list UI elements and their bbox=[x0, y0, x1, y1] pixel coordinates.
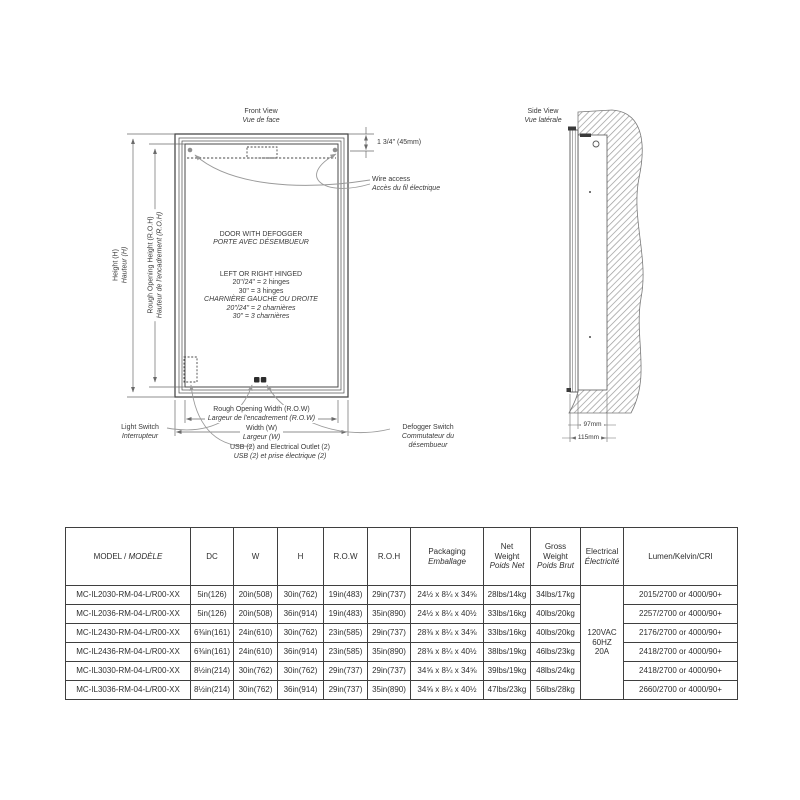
cell-lumen: 2015/2700 or 4000/90+ bbox=[624, 586, 738, 605]
defogger-switch-label: Defogger Switch Commutateur du désembueur bbox=[401, 424, 455, 449]
cell-model: MC-IL2436-RM-04-L/R00-XX bbox=[66, 643, 191, 662]
cell-net: 33lbs/16kg bbox=[484, 624, 531, 643]
side-top-cap bbox=[568, 127, 576, 131]
cell-dc: 8½in(214) bbox=[191, 681, 234, 700]
cell-w: 24in(610) bbox=[234, 643, 278, 662]
cell-dc: 5in(126) bbox=[191, 586, 234, 605]
cell-roh: 29in(737) bbox=[368, 662, 411, 681]
cell-pkg: 28⅜ x 8¼ x 34⅝ bbox=[411, 624, 484, 643]
cell-w: 30in(762) bbox=[234, 681, 278, 700]
front-view-title-fr: Vue de face bbox=[242, 117, 280, 124]
cell-pkg: 34⅝ x 8¼ x 40½ bbox=[411, 681, 484, 700]
table-row bbox=[66, 624, 738, 643]
cell-dc: 5in(126) bbox=[191, 605, 234, 624]
cell-w: 30in(762) bbox=[234, 662, 278, 681]
cell-model: MC-IL2030-RM-04-L/R00-XX bbox=[66, 586, 191, 605]
wire-access-label: Wire access Accès du fil électrique bbox=[372, 176, 441, 192]
side-bottom-foot bbox=[567, 388, 572, 392]
table-row bbox=[66, 605, 738, 624]
cell-model: MC-IL2430-RM-04-L/R00-XX bbox=[66, 624, 191, 643]
door-line-2: PORTE AVEC DÉSEMBUEUR bbox=[213, 239, 309, 247]
cell-pkg: 34⅝ x 8¼ x 34⅝ bbox=[411, 662, 484, 681]
cell-row: 29in(737) bbox=[324, 681, 368, 700]
usb-outlet-label: USB (2) and Electrical Outlet (2) USB (2) et prise électrique (2) bbox=[230, 444, 330, 460]
depth-dim-label: 97mm bbox=[583, 421, 602, 428]
cell-h: 30in(762) bbox=[278, 662, 324, 681]
header-gross-weight: Gross Weight Poids Brut bbox=[531, 528, 581, 586]
cell-model: MC-IL3030-RM-04-L/R00-XX bbox=[66, 662, 191, 681]
front-view-drawing bbox=[175, 134, 348, 397]
cell-w: 24in(610) bbox=[234, 624, 278, 643]
cell-net: 39lbs/19kg bbox=[484, 662, 531, 681]
side-view-title-en: Side View bbox=[527, 108, 559, 115]
header-row: R.O.W bbox=[324, 528, 368, 586]
cell-gross: 40lbs/20kg bbox=[531, 624, 581, 643]
defogger-switch-button bbox=[261, 377, 267, 383]
cell-gross: 46lbs/23kg bbox=[531, 643, 581, 662]
side-recess-top-bar bbox=[580, 134, 591, 138]
side-view-title bbox=[495, 107, 591, 125]
cell-h: 36in(914) bbox=[278, 605, 324, 624]
cell-pkg: 24½ x 8¼ x 34⅝ bbox=[411, 586, 484, 605]
header-h: H bbox=[278, 528, 324, 586]
cell-h: 36in(914) bbox=[278, 643, 324, 662]
door-line-3: LEFT OR RIGHT HINGED bbox=[219, 271, 303, 278]
cell-net: 38lbs/19kg bbox=[484, 643, 531, 662]
cell-roh: 35in(890) bbox=[368, 681, 411, 700]
cell-lumen: 2660/2700 or 4000/90+ bbox=[624, 681, 738, 700]
door-line-5: 30" = 3 hinges bbox=[238, 287, 284, 295]
door-line-4: 20"/24" = 2 hinges bbox=[232, 279, 290, 287]
front-frame-mid1 bbox=[179, 138, 344, 393]
side-view-title-fr: Vue latérale bbox=[524, 117, 562, 124]
cell-electrical: 120VAC 60HZ 20A bbox=[581, 586, 624, 700]
header-dc: DC bbox=[191, 528, 234, 586]
usb-outlet-dashed-box bbox=[184, 357, 197, 382]
wire-access-dot-right bbox=[333, 148, 338, 153]
front-view-title bbox=[196, 107, 326, 125]
cell-w: 20in(508) bbox=[234, 605, 278, 624]
table-row bbox=[66, 586, 738, 605]
width-dim-label: Width (W) Largeur (W) bbox=[175, 424, 348, 442]
light-switch-button bbox=[254, 377, 260, 383]
cell-pkg: 24½ x 8¼ x 40½ bbox=[411, 605, 484, 624]
door-line-7: 20"/24" = 2 charnières bbox=[226, 304, 296, 312]
light-switch-label: Light Switch Interrupteur bbox=[121, 424, 159, 440]
table-row bbox=[66, 681, 738, 700]
table-row bbox=[66, 643, 738, 662]
header-w: W bbox=[234, 528, 278, 586]
header-electrical: Electrical Électricité bbox=[581, 528, 624, 586]
cell-lumen: 2418/2700 or 4000/90+ bbox=[624, 643, 738, 662]
side-wire-hole bbox=[593, 141, 599, 147]
wire-access-dot-left bbox=[188, 148, 193, 153]
cell-lumen: 2257/2700 or 4000/90+ bbox=[624, 605, 738, 624]
cell-model: MC-IL2036-RM-04-L/R00-XX bbox=[66, 605, 191, 624]
header-roh: R.O.H bbox=[368, 528, 411, 586]
cell-dc: 6⅜in(161) bbox=[191, 643, 234, 662]
cell-gross: 40lbs/20kg bbox=[531, 605, 581, 624]
door-text-block-1 bbox=[186, 231, 336, 248]
header-model: MODEL / MODÈLE bbox=[66, 528, 191, 586]
cell-row: 29in(737) bbox=[324, 662, 368, 681]
cell-row: 19in(483) bbox=[324, 586, 368, 605]
cell-gross: 56lbs/28kg bbox=[531, 681, 581, 700]
cell-lumen: 2176/2700 or 4000/90+ bbox=[624, 624, 738, 643]
height-dim-label: Height (H) Hauteur (H) bbox=[112, 246, 128, 284]
row-dim-label: Rough Opening Width (R.O.W) Largeur de l'encadrement (R.O.W) bbox=[185, 405, 338, 423]
header-net-weight: Net Weight Poids Net bbox=[484, 528, 531, 586]
roh-dim-label: Rough Opening Height (R.O.H) Hauteur de l'encadrement (R.O.H) bbox=[148, 209, 165, 321]
cell-model: MC-IL3036-RM-04-L/R00-XX bbox=[66, 681, 191, 700]
cell-row: 23in(585) bbox=[324, 624, 368, 643]
door-line-1: DOOR WITH DEFOGGER bbox=[219, 231, 303, 238]
cell-roh: 35in(890) bbox=[368, 643, 411, 662]
front-view-title-en: Front View bbox=[244, 108, 278, 115]
cell-net: 28lbs/14kg bbox=[484, 586, 531, 605]
cell-lumen: 2418/2700 or 4000/90+ bbox=[624, 662, 738, 681]
header-lumen: Lumen/Kelvin/CRI bbox=[624, 528, 738, 586]
cell-gross: 34lbs/17kg bbox=[531, 586, 581, 605]
side-view-drawing bbox=[567, 110, 644, 413]
cell-net: 47lbs/23kg bbox=[484, 681, 531, 700]
cell-roh: 29in(737) bbox=[368, 624, 411, 643]
cell-row: 19in(483) bbox=[324, 605, 368, 624]
specification-table bbox=[65, 527, 738, 700]
door-line-6: CHARNIÈRE GAUCHE OU DROITE bbox=[204, 296, 318, 304]
top-dim-label: 1 3/4" (45mm) bbox=[377, 139, 422, 146]
cell-row: 23in(585) bbox=[324, 643, 368, 662]
cell-dc: 6⅜in(161) bbox=[191, 624, 234, 643]
table-header-row bbox=[66, 528, 738, 586]
cell-gross: 48lbs/24kg bbox=[531, 662, 581, 681]
wire-access-dashed-box bbox=[247, 147, 277, 158]
cell-net: 33lbs/16kg bbox=[484, 605, 531, 624]
cell-roh: 35in(890) bbox=[368, 605, 411, 624]
cell-w: 20in(508) bbox=[234, 586, 278, 605]
cell-dc: 8½in(214) bbox=[191, 662, 234, 681]
door-text-block-2 bbox=[171, 271, 351, 321]
table-row bbox=[66, 662, 738, 681]
cell-pkg: 28⅜ x 8¼ x 40½ bbox=[411, 643, 484, 662]
front-frame-inner bbox=[185, 144, 338, 387]
cell-roh: 29in(737) bbox=[368, 586, 411, 605]
cell-h: 30in(762) bbox=[278, 586, 324, 605]
cabinet-recess bbox=[578, 135, 607, 390]
total-depth-dim-label: 115mm bbox=[577, 434, 600, 441]
cell-h: 30in(762) bbox=[278, 624, 324, 643]
side-door-profile bbox=[570, 130, 578, 392]
front-frame-outer bbox=[175, 134, 348, 397]
cell-h: 36in(914) bbox=[278, 681, 324, 700]
door-line-8: 30" = 3 charnières bbox=[232, 313, 290, 321]
header-packaging: Packaging Emballage bbox=[411, 528, 484, 586]
